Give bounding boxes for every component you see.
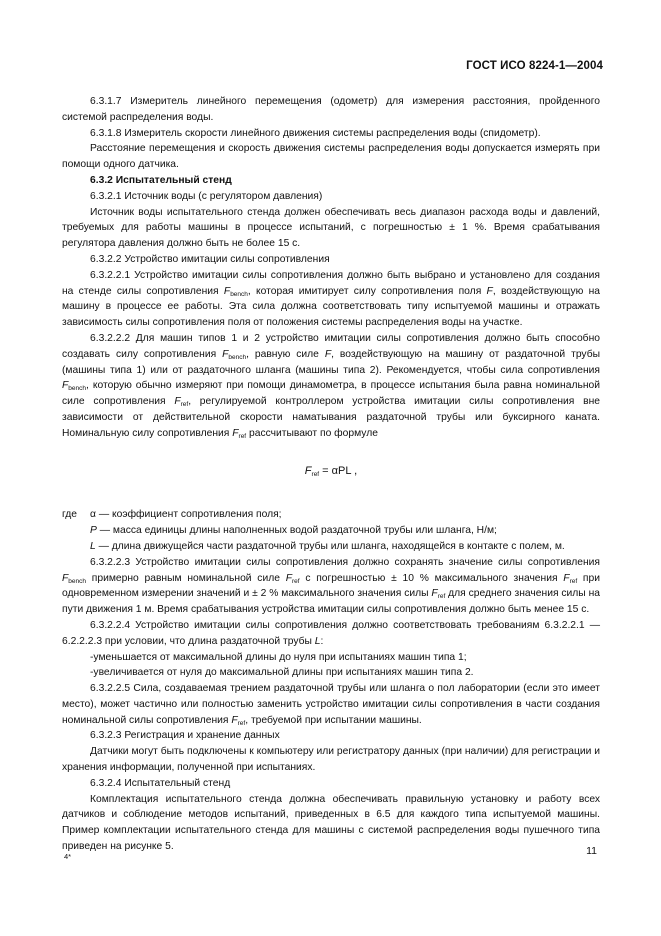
- section-heading: 6.3.2 Испытательный стенд: [90, 174, 232, 186]
- document-header: ГОСТ ИСО 8224-1—2004: [466, 60, 603, 72]
- paragraph: 6.3.2.2.5 Сила, создаваемая трением раздаточной трубы или шланга о пол лаборатории (если это имеет место), может частично или полностью заменить устройство имитации силы сопротивления в части создания номинальной силы сопротивления $F_{ref}$, требуемой при испытании машины.: [62, 683, 600, 727]
- paragraph: 6.3.2.2.4 Устройство имитации силы сопротивления должно соответствовать требованиям 6.3.2.2.1 — 6.2.2.2.3 при условии, что длина раздаточной трубы L:: [62, 619, 600, 647]
- paragraph: 6.3.2.1 Источник воды (с регулятором давления): [90, 190, 323, 202]
- paragraph: 6.3.2.4 Испытательный стенд: [90, 777, 231, 789]
- document-body: [62, 94, 600, 855]
- paragraph: 6.3.2.2.2 Для машин типов 1 и 2 устройство имитации силы сопротивления должно быть способно создавать силу сопротивления $F_{bench}$, равную силе F, воздействующую на машину от раздаточной трубы (машины типа 1) или от раздаточного шланга (машины типа 2). Рекомендуется, чтобы сила сопротивления $F_{bench}$, которую обычно измеряют при помощи динамометра, в процессе испытания была равна номинальной силе сопротивления $F_{ref}$, регулируемой контроллером устройства имитации силы сопротивления вне зависимости от действительной скорости наматывания раздаточной трубы или буксирного каната. Номинальную силу сопротивления $F_{ref}$ рассчитывают по формуле: [62, 332, 600, 440]
- list-item: -уменьшается от максимальной длины до нуля при испытаниях машин типа 1;: [90, 651, 467, 663]
- footer-mark: 4*: [64, 852, 72, 861]
- formula: $F_{ref} = \alpha PL$ ,: [304, 464, 358, 478]
- paragraph: Комплектация испытательного стенда должна обеспечивать правильную установку и работу всех датчиков и соблюдение методов испытаний, приведенных в 6.5 для каждого типа испытуемой машины. Пример комплектации испытательного стенда для машины с системой распределения воды пушечного типа приведен на рисунке 5.: [62, 793, 600, 853]
- paragraph: 6.3.2.2.1 Устройство имитации силы сопротивления должно быть выбрано и установлено для создания на стенде силы сопротивления $F_{bench}$, которая имитирует силу сопротивления поля F, воздействующую на машину в процессе ее работы. Эта сила должна соответствовать типу испытуемой машины и отражать зависимость силы сопротивления поля от положения системы распределения воды на участке.: [62, 269, 600, 329]
- definition-item: где α — коэффициент сопротивления поля;: [62, 509, 282, 521]
- paragraph: Источник воды испытательного стенда должен обеспечивать весь диапазон расхода воды и давлений, требуемых для работы машины в процессе испытаний, с погрешностью ± 1 %. Время срабатывания регулятора давления должно быть не более 15 с.: [62, 206, 600, 250]
- paragraph: 6.3.1.7 Измеритель линейного перемещения (одометр) для измерения расстояния, пройденного системой распределения воды.: [62, 96, 600, 123]
- paragraph: 6.3.2.2 Устройство имитации силы сопротивления: [90, 253, 330, 265]
- list-item: -увеличивается от нуля до максимальной длины при испытаниях машин типа 2.: [90, 667, 474, 679]
- paragraph: 6.3.1.8 Измеритель скорости линейного движения системы распределения воды (спидометр).: [90, 127, 541, 139]
- definition-item: L — длина движущейся части раздаточной трубы или шланга, находящейся в контакте с полем, м.: [90, 540, 565, 552]
- paragraph: 6.3.2.2.3 Устройство имитации силы сопротивления должно сохранять значение силы сопротивления $F_{bench}$ примерно равным номинальной силе $F_{ref}$ с погрешностью ± 10 % максимального значения $F_{ref}$ при одновременном измерении значений и ± 2 % максимального значения силы $F_{ref}$ для среднего значения силы на пути движения 1 м. Время срабатывания устройства имитации силы сопротивления должно быть менее 15 с.: [62, 556, 600, 616]
- page-number: 11: [586, 845, 597, 857]
- paragraph: Датчики могут быть подключены к компьютеру или регистратору данных (при наличии) для регистрации и хранения информации, полученной при испытаниях.: [62, 746, 600, 774]
- paragraph: Расстояние перемещения и скорость движения системы распределения воды допускается измерять при помощи одного датчика.: [62, 143, 600, 171]
- definition-item: P — масса единицы длины наполненных водой раздаточной трубы или шланга, Н/м;: [90, 525, 497, 537]
- paragraph: 6.3.2.3 Регистрация и хранение данных: [90, 730, 280, 742]
